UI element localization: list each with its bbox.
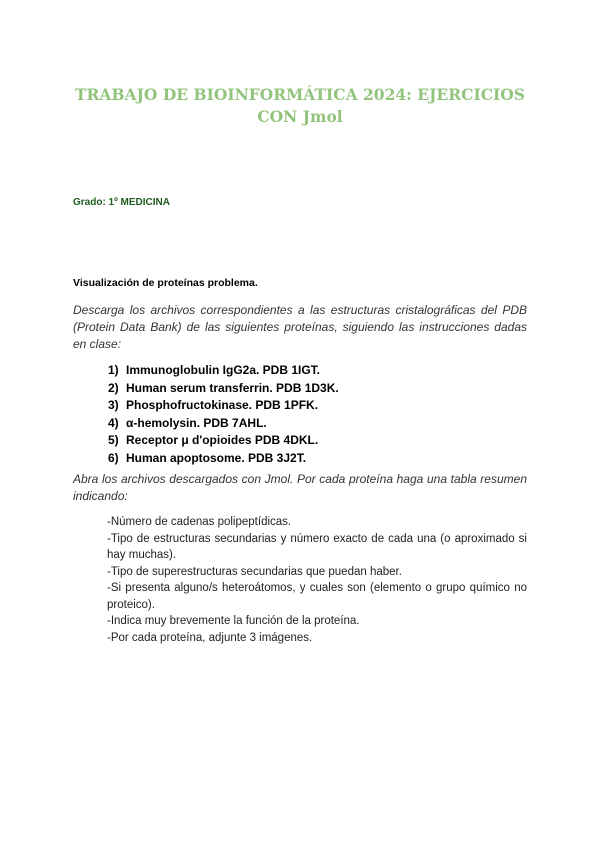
course-grade: Grado: 1º MEDICINA	[73, 197, 170, 208]
protein-text: Receptor μ d'opioides PDB 4DKL.	[126, 433, 319, 447]
protein-item	[108, 362, 339, 380]
protein-list	[108, 362, 339, 467]
requirement-item: -Por cada proteína, adjunte 3 imágenes.	[107, 631, 313, 644]
protein-item	[108, 397, 339, 415]
document-title: TRABAJO DE BIOINFORMÁTICA 2024: EJERCICIOS CON Jmol	[75, 85, 525, 126]
protein-number: 6)	[108, 450, 119, 465]
protein-number: 5)	[108, 433, 119, 447]
requirements-list	[107, 514, 527, 646]
protein-item	[108, 432, 339, 450]
protein-item	[108, 415, 339, 433]
protein-item	[108, 450, 339, 468]
protein-number: 1)	[108, 363, 119, 377]
protein-text: Human apoptosome. PDB 3J2T.	[126, 450, 307, 465]
protein-text: Immunoglobulin IgG2a. PDB 1IGT.	[126, 363, 321, 377]
requirement-item: -Indica muy brevemente la función de la proteína.	[107, 615, 360, 627]
intro-paragraph: Descarga los archivos correspondientes a las estructuras cristalográficas del PDB (Protein Data Bank) de las siguientes proteínas, siguiendo las instrucciones dadas en clase:	[73, 303, 527, 351]
protein-text: Phosphofructokinase. PDB 1PFK.	[126, 398, 319, 412]
requirement-item: -Número de cadenas polipeptídicas.	[107, 516, 292, 528]
requirement-item: -Tipo de estructuras secundarias y número exacto de cada una (o aproximado si hay muchas).	[107, 532, 527, 561]
protein-number: 2)	[108, 380, 119, 395]
protein-number: 3)	[108, 398, 119, 412]
protein-text: Human serum transferrin. PDB 1D3K.	[126, 380, 339, 395]
requirement-item: -Si presenta alguno/s heteroátomos, y cuales son (elemento o grupo químico no proteico).	[107, 582, 527, 611]
section-heading: Visualización de proteínas problema.	[73, 277, 258, 289]
protein-text: α-hemolysin. PDB 7AHL.	[126, 415, 267, 430]
requirement-item: -Tipo de superestructuras secundarias que puedan haber.	[107, 565, 402, 578]
protein-item	[108, 380, 339, 398]
protein-number: 4)	[108, 415, 119, 430]
instructions-paragraph: Abra los archivos descargados con Jmol. Por cada proteína haga una tabla resumen indicando:	[73, 472, 527, 503]
